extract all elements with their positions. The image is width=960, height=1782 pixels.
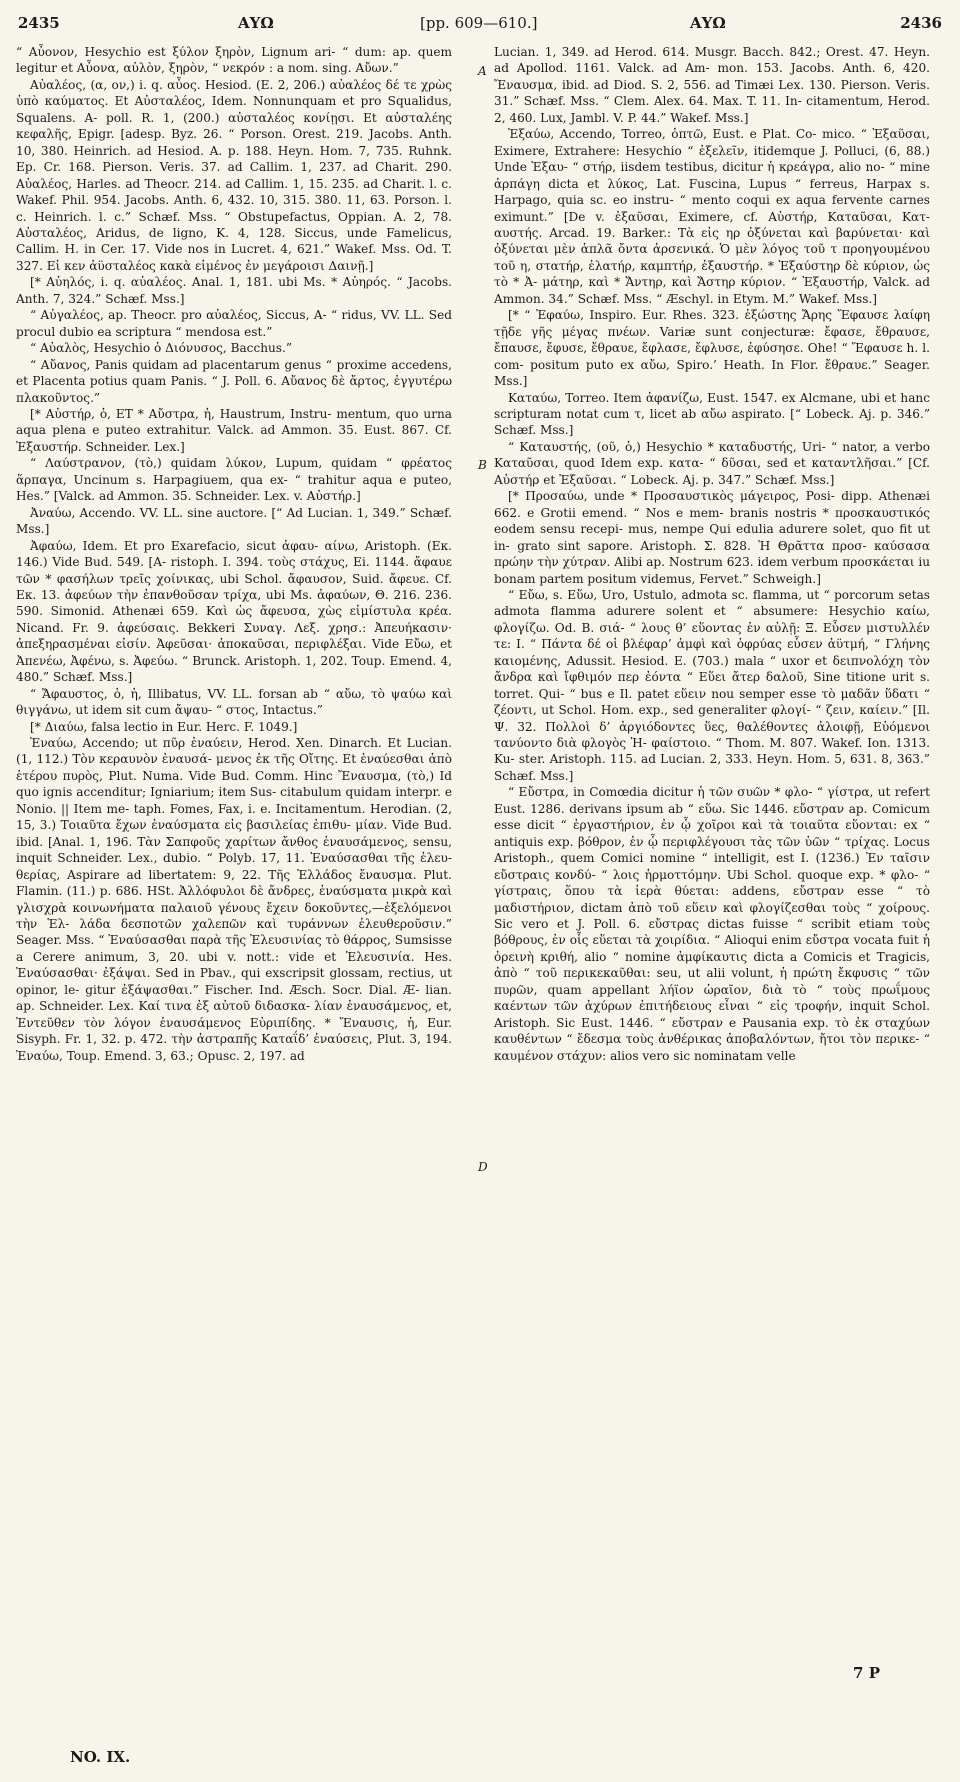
- entry-euo: “ Εὔω, s. Εὕω, Uro, Ustulo, admota sc. flamma, ut “ porcorum setas admota flamma adurere solent et “ absumere: Hesychio καίω, φλογίζω. Od. B. σιά- “ λους θ’ εὕοντας ἐν αὐλῇ: Ξ. Εὗσεν μιστυλλέν τε: I. “ Πάντα δέ οἱ βλέφαρ’ ἀμφὶ καὶ ὀφρύας εὗσεν ἀϋτμή, “ Γλήνης καιομένης, Adussit. Hesiod. E. (703.) mala “ uxor et δειπνολόχη τὸν ἄνδρα καὶ ἴφθιμόν περ ἐόντα “ Εὕει ἄτερ δαλοῦ, Sine titione urit s. torret. Qui- “ bus e Il. patet εὕειν nou semper esse τὸ μαδᾶν ὕδατι “ ζέοντι, ut Schol. Hom. exp., sed generaliter φλογί- “ ζειν, καίειν.” [Il. Ψ. 32. Πολλοὶ δ’ ἀργιόδοντες ὕες, θαλέθοντες ἀλοιφῇ, Εὑόμενοι τανύοντο διὰ φλογὸς Ἡ- φαίστοιο. “ Thom. M. 807. Wakef. Ion. 1313. Ku- ster. Aristoph. 115. ad Lucian. 2, 333. Heyn. Hom. 5, 631. 8, 363.” Schæf. Mss.]: [494, 587, 930, 783]
- left-column: [16, 44, 452, 1699]
- entry-auelos: [* Αὐηλός, i. q. αὐαλέος. Anal. 1, 181. ubi Ms. * Αὐηρός. “ Jacobs. Anth. 7, 324.” Schæf. Mss.]: [16, 275, 452, 306]
- left-page-number: 2435: [18, 14, 60, 32]
- entry-anauo: Ἀναύω, Accendo. VV. LL. sine auctore. [“ Ad Lucian. 1, 349.” Schæf. Mss.]: [16, 505, 452, 537]
- left-headword: ΑΥΩ: [238, 14, 274, 32]
- entry-eustra: “ Εὔστρα, in Comœdia dicitur ἡ τῶν συῶν * φλο- “ γίστρα, ut refert Eust. 1286. derivans ipsum ab “ εὕω. Sic 1446. εὔστραν ap. Comicum esse dicit “ ἐργαστήριον, ἐν ᾧ χοῖροι καὶ τὰ τοιαῦτα εὕονται: ex “ antiquis exp. βόθρον, ἐν ᾧ περιφλέγουσι τὰς τῶν ὑῶν “ τρίχας. Locus Aristoph., quem Comici nomine “ intelligit, est I. (1236.) Ἐν ταῖσιν εὔστραις κονδύ- “ λοις ἡρμοττόμην. Ubi Schol. quoque exp. * φλο- “ γίστραις, ὅπου τὰ ἱερὰ θύεται: addens, εὔστραν esse “ τὸ μαδιστήριον, dictam ἀπὸ τοῦ εὕειν καὶ φλογίζεσθαι τοὺς “ χοίρους. Sic vero et J. Poll. 6. εὔστρας dictas fuisse “ scribit etiam τοὺς βόθρους, ἐν οἷς εὕεται τὰ χοιρίδια. “ Alioqui enim εὔστρα vocata fuit ἡ ὀρεινὴ κριθή, alio “ nomine ἀμφίκαυτις dicta a Comicis et Tragicis, ἀπὸ “ τοῦ περικεκαῦθαι: seu, ut alii volunt, ἡ πρώτη ἔκφυσις “ τῶν πυρῶν, quam appellant λήϊον ὡραῖον, διὰ τὸ “ τοὺς πρωΐμους καέντων τῶν ἀχύρων ἐπιτήδειους εἶναι “ εἰς τροφήν, inquit Schol. Aristoph. Sic Eust. 1446. “ εὔστραν e Pausania exp. τὸ ἐκ σταχύων καυθέντων “ ἔδεσμα τοὺς ἀνθέρικας ἀποβαλόντων, ἤτοι τὸν περικε- “ καυμένον στάχυν: alios vero sic nominatam velle: [494, 785, 930, 1063]
- entry-enauo-continued: Lucian. 1, 349. ad Herod. 614. Musgr. Bacch. 842.; Orest. 47. Heyn. ad Apollod. 1161. Valck. ad Am- mon. 153. Jacobs. Anth. 6, 420. Ἔναυσμα, ibid. ad Diod. S. 2, 556. ad Timæi Lex. 130. Pierson. Veris. 31.” Schæf. Mss. “ Clem. Alex. 64. Max. T. 11. In- citamentum, Herod. 2, 460. Lux, Jambl. V. P. 44.” Wakef. Mss.]: [494, 45, 930, 125]
- entry-auanos: “ Αὔανος, Panis quidam ad placentarum genus “ proxime accedens, et Placenta potius quam Panis. “ J. Poll. 6. Αὔανος δὲ ἄρτος, ἐγγυτέρω πλακοῦντος.”: [16, 357, 452, 405]
- catchword: 7 P: [853, 1664, 880, 1682]
- entry-diauo: [* Διαύω, falsa lectio in Eur. Herc. F. 1049.]: [30, 719, 298, 734]
- entry-prosauo: [* Προσαύω, unde * Προσαυστικὸς μάγειρος, Posi- dipp. Athenæi 662. e Grotii emend. “ Nos e mem- branis nostris * προσκαυστικός eodem sensu recepi- mus, nempe Qui edulia adurere solet, quo fit ut in- grato sint sapore. Aristoph. Σ. 828. Ἡ Θρᾶττα προσ- καύσασα πρώην τὴν χύτραν. Alibi ap. Nostrum 623. idem verbum προσκάεται iu bonam partem positum videmus, Fervet.” Schweigh.]: [494, 489, 930, 586]
- entry-laustranon: “ Λαύστρανον, (τὸ,) quidam λύκον, Lupum, quidam “ φρέατος ἅρπαγα, Uncinum s. Harpagiuem, qua ex- “ trahitur aqua e puteo, Hes.” [Valck. ad Ammon. 35. Schneider. Lex. v. Αὐστήρ.]: [16, 456, 452, 504]
- entry-enauo: Ἐναύω, Accendo; ut πῦρ ἐναύειν, Herod. Xen. Dinarch. Et Lucian. (1, 112.) Τὸν κεραυνὸν ἐναυσά- μενος ἐκ τῆς Οἴτης. Et ἐναύεσθαι ἀπὸ ἑτέρου πυρὸς, Plut. Numa. Vide Bud. Comm. Hinc Ἔναυσμα, (τὸ,) Id quo ignis accenditur; Igniarium; item Sus- citabulum quidam interpr. e Nonio. || Item me- taph. Fomes, Fax, i. e. Incitamentum. Herodian. (2, 15, 3.) Τοιαῦτα ἔχων ἐναύσματα εἰς βασιλείας ἐπιθυ- μίαν. Vide Bud. ibid. [Anal. 1, 196. Τὰν Σαπφοῦς χαρίτων ἄνθος ἐναυσάμενος, sensu, inquit Schneider. Lex., dubio. “ Polyb. 17, 11. Ἐναύσασθαι τῆς ἐλευ- θερίας, Aspirare ad libertatem: 9, 22. Τῆς Ἑλλάδος ἔναυσμα. Plut. Flamin. (11.) p. 686. HSt. Ἀλλόφυλοι δὲ ἄνδρες, ἐναύσματα μικρὰ καὶ γλισχρὰ κοινωνήματα παλαιοῦ γένους ἔχειν δοκοῦντες,—ἐξελόμενοι τὴν Ἑλ- λάδα δεσποτῶν χαλεπῶν καὶ τυράννων ἐλευθεροῦσιν.” Seager. Mss. “ Ἐναύσασθαι παρὰ τῆς Ἐλευσινίας τὸ θάρρος, Sumsisse a Cerere animum, 3, 20. ubi v. nott.: vide et Ἐλευσινία. Hes. Ἐναύσασθαι· ἐξάψαι. Sed in Pbav., qui exscripsit glossam, rectius, ut opinor, le- gitur ἐξάψασθαι.” Fischer. Ind. Æsch. Socr. Dial. Æ- lian. ap. Schneider. Lex. Καί τινα ἐξ αὐτοῦ διδασκα- λίαν ἐναυσάμενος, et, Ἐντεῦθεν τὸν λόγον ἐναυσάμενος Εὐριπίδης. * Ἔναυσις, ἡ, Eur. Sisyph. Fr. 1, 32. p. 472. τὴν ἀστραπῆς Καταΐδ’ ἐναύσεις, Plut. 3, 194. Ἐναύω, Toup. Emend. 3, 63.; Opusc. 2, 197. ad: [16, 736, 452, 1063]
- entry-ephauo: [* “ Ἐφαύω, Inspiro. Eur. Rhes. 323. ἐξώστης Ἄρης Ἔφαυσε λαίφη τῇδε γῆς μέγας πνέων. Variæ sunt conjecturæ: ἔφασε, ἔθραυσε, ἔπαυσε, ἔφυσε, ἔθραυε, ἔφλασε, ἔφλυσε, ἐφύσησε. Ohe! “ Ἔφαυσε h. l. com- positum puto ex αὔω, Spiro.’ Heath. In Flor. ἔθραυε.” Seager. Mss.]: [494, 308, 930, 389]
- entry-exauo: Ἐξαύω, Accendo, Torreo, ὀπτῶ, Eust. e Plat. Co- mico. “ Ἐξαῦσαι, Eximere, Extrahere: Hesychio “ ἐξελεῖν, itidemque J. Polluci, (6, 88.) Unde Ἐξαυ- “ στήρ, iisdem testibus, dicitur ἡ κρεάγρα, alio no- “ mine ἁρπάγη dicta et λύκος, Lat. Fuscina, Lupus “ ferreus, Harpax s. Harpago, quia sc. eo instru- “ mento coqui ex aqua fervente carnes eximunt.” [De v. ἐξαῦσαι, Eximere, cf. Αὐστήρ, Καταῦσαι, Κατ- αυστής. Arcad. 19. Barker.: Τὰ εἰς ηρ ὀξύνεται καὶ βαρύνεται· καὶ ὀξύνεται μὲν ἁπλᾶ ὄντα ἀρσενικά. Ὁ μὲν λόγος τοῦ τ προηγουμένου τοῦ η, στατήρ, ἐλατήρ, καμπτήρ, ἐξαυστήρ. * Ἐξαύστηρ δὲ κύριον, ὡς τὸ * Ἀ- μάτηρ, καὶ * Ἄντηρ, καὶ Ἄστηρ κύριον. “ Ἐξαυστήρ, Valck. ad Ammon. 34.” Schæf. Mss. “ Æschyl. in Etym. M.” Wakef. Mss.]: [494, 127, 930, 306]
- page-header: [18, 14, 942, 42]
- signature-mark: NO. IX.: [70, 1748, 131, 1766]
- entry-aphauo: Ἀφαύω, Idem. Et pro Exarefacio, sicut ἀφαυ- αίνω, Aristoph. (Eκ. 146.) Vide Bud. 549. [A- ristoph. I. 394. τοὺς στάχυς, Ei. 1144. ἄφαυε τῶν * φασήλων τρεῖς χοίνικας, ubi Schol. ἄφαυσον, Suid. ἄφευε. Cf. Eκ. 13. ἀφεύων τὴν ἐπανθοῦσαν τρίχα, ubi Ms. ἀφαύων, Θ. 216. 236. 590. Simonid. Athenæi 659. Καὶ ὡς ἄφευσα, χὼς εἰμίστυλα κρέα. Nicand. Fr. 9. ἀφεύσαις. Bekkeri Συναγ. Λεξ. χρησ.: Ἀπευήκασιν· ἀπεξηρασμέναι εἰσίν. Ἀφεῦσαι· ἀποκαῦσαι, περιφλέξαι. Vide Εὔω, et Ἀπενέω, Ἀφένω, s. Ἀφεύω. “ Brunck. Aristoph. 1, 202. Toup. Emend. 4, 480.” Schæf. Mss.]: [16, 538, 452, 685]
- entry-aualeos: Αὐαλέος, (α, ον,) i. q. αὖος. Hesiod. (E. 2, 206.) αὐαλέος δέ τε χρὼς ὑπὸ καύματος. Et Αὐσταλέος, Idem. Nonnunquam et pro Squalidus, Squalens. A- poll. R. 1, (200.) αὐσταλέος κονίῃσι. Et αὐσταλέης κεφαλῆς, Epigr. [adesp. Byz. 26. “ Porson. Orest. 219. Jacobs. Anth. 10, 380. Heinrich. ad Hesiod. A. p. 188. Heyn. Hom. 7, 735. Ruhnk. Ep. Cr. 168. Pierson. Veris. 37. ad Callim. 1, 237. ad Charit. 290. Αὐαλέος, Harles. ad Theocr. 214. ad Callim. 1, 15. 235. ad Charit. l. c. Wakef. Phil. 954. Jacobs. Anth. 6, 432. 10, 315. 380. 11, 63. Porson. l. c. Heinrich. l. c.” Schæf. Mss. “ Obstupefactus, Oppian. A. 2, 78. Αὐσταλέος, Aridus, de ligno, K. 4, 128. Siccus, unde Famelicus, Callim. H. in Cer. 17. Vide nos in Lucret. 4, 621.” Wakef. Mss. Od. T. 327. Εἰ κεν ἀϋσταλέος κακὰ εἱμένος ἐν μεγάροισι Δαινῇ.]: [16, 77, 452, 273]
- margin-letter-b: B: [478, 458, 487, 472]
- margin-letter-d: D: [478, 1160, 488, 1174]
- right-page-number: 2436: [900, 14, 942, 32]
- margin-letter-a: A: [478, 64, 487, 78]
- right-column: [494, 44, 930, 1699]
- entry-aphaustos: “ Ἄφαυστος, ὁ, ἡ, Illibatus, VV. LL. forsan ab “ αὔω, τὸ ψαύω καὶ θιγγάνω, ut idem sit cum ἄψαυ- “ στος, Intactus.”: [16, 686, 452, 718]
- entry-augaleos: “ Αὐγαλέος, ap. Theocr. pro αὐαλέος, Siccus, A- “ ridus, VV. LL. Sed procul dubio ea scriptura “ mendosa est.”: [16, 308, 452, 339]
- right-headword: ΑΥΩ: [690, 14, 726, 32]
- page-reference: [pp. 609—610.]: [420, 14, 538, 32]
- entry-auster: [* Αὐστήρ, ὁ, ET * Αὔστρα, ἡ, Haustrum, Instru- mentum, quo urna aqua plena e puteo extrahitur. Valck. ad Ammon. 35. Eust. 867. Cf. Ἐξαυστήρ. Schneider. Lex.]: [16, 406, 452, 454]
- entry-katauo: Καταύω, Torreo. Item ἀφανίζω, Eust. 1547. ex Alcmane, ubi et hanc scripturam notat cum τ, licet ab αὔω aspirato. [“ Lobeck. Aj. p. 346.” Schæf. Mss.]: [494, 390, 930, 438]
- entry-auonon: “ Αὖονον, Hesychio est ξύλον ξηρὸν, Lignum ari- “ dum: ap. quem legitur et Αὖονα, αὐλὸν, ξηρὸν, “ νεκρόν : a nom. sing. Αὔων.”: [16, 45, 452, 76]
- entry-aualos: “ Αὐαλὸς, Hesychio ὁ Διόνυσος, Bacchus.”: [30, 341, 293, 356]
- entry-kataustes: “ Καταυστής, (οῦ, ὁ,) Hesychio * καταδυστής, Uri- “ nator, a verbo Καταῦσαι, quod Idem exp. κατα- “ δῦσαι, sed et καταντλῆσαι.” [Cf. Αὐστήρ et Ἐξαῦσαι. “ Lobeck. Aj. p. 347.” Schæf. Mss.]: [494, 439, 930, 487]
